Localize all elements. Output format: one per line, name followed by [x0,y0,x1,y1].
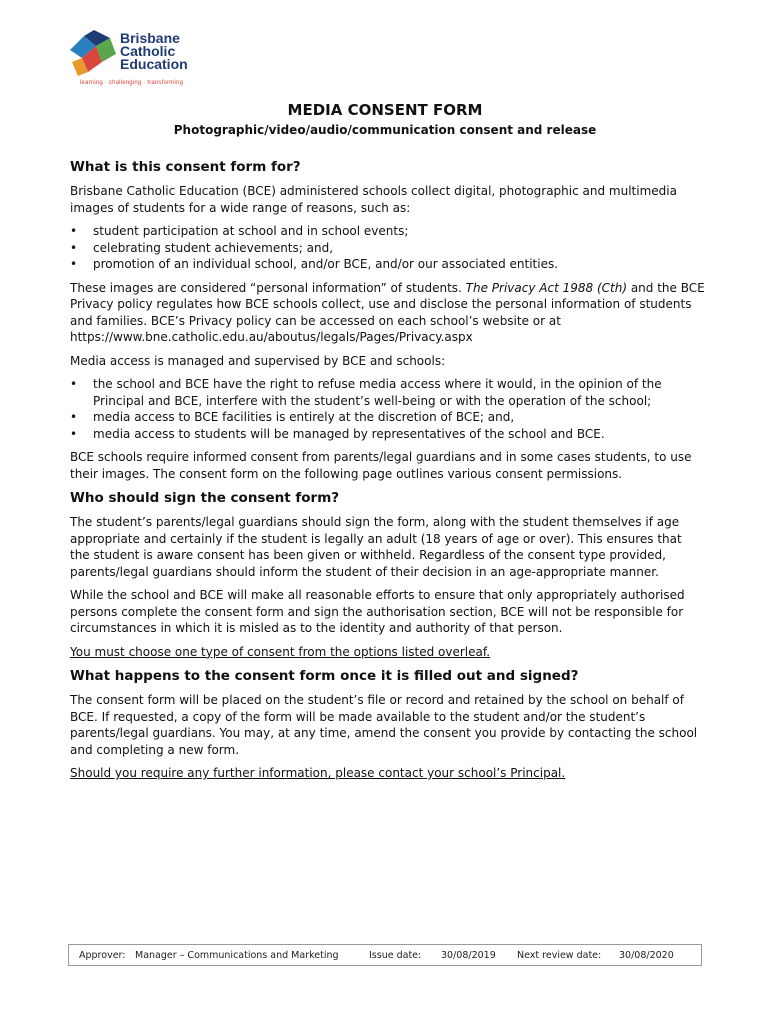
media-access-intro: Media access is managed and supervised by BCE and schools: [70,353,446,368]
document-subtitle: Photographic/video/audio/communication consent and release [173,123,597,137]
privacy-act-reference: The Privacy Act 1988 (Cth) [465,280,628,295]
logo-tagline: learning · challenging · transforming [80,80,184,86]
document-body [70,158,705,789]
logo-line-2: Catholic [120,43,176,59]
after-signing-paragraph: The consent form will be placed on the student’s file or record and retained by the school on behalf of BCE. If requested, a copy of the form will be made available to the student and/or the student’s parents/legal guardians. You may, at any time, amend the consent you provide by contacting the school and completing a new form. [70,693,698,757]
review-date-value: 30/08/2020 [619,950,674,961]
list-item: • media access to BCE facilities is entirely at the discretion of BCE; and, [93,409,705,426]
approver-label: Approver: [79,950,126,961]
bce-logo-mark [66,28,122,78]
list-item: • student participation at school and in school events; [93,223,705,240]
list-item: • the school and BCE have the right to refuse media access where it would, in the opinion of the Principal and BCE, interfere with the student’s well-being or with the operation of the school; [93,376,705,409]
bce-logo [66,28,216,92]
purpose-list [70,223,705,273]
document-footer [68,944,702,966]
who-signs-paragraph: The student’s parents/legal guardians should sign the form, along with the student themselves if age appropriate and certainly if the student is legally an adult (18 years of age or over). This ensures that the student is aware consent has been given or withheld. Regardless of the consent type provided, parents/legal guardians should inform the student of their decision in an age-appropriate manner. [70,515,682,579]
privacy-text-end: and the BCE Privacy policy regulates how BCE schools collect, use and disclose the personal information of students and families. BCE’s Privacy policy can be accessed on each school’s website or at https://www.bne.catholic.edu.au/aboutus/legals/Pages/Privacy.aspx [70,280,705,344]
document-title: MEDIA CONSENT FORM [287,101,483,119]
issue-date-label: Issue date: [369,950,422,961]
responsibility-paragraph: While the school and BCE will make all reasonable efforts to ensure that only appropriately authorised persons complete the consent form and sign the authorisation section, BCE will not be responsible for circumstances in which it is misled as to the identity and authority of that person. [70,588,685,635]
consent-choice-notice: You must choose one type of consent from the options listed overleaf. [70,644,491,659]
issue-date-value: 30/08/2019 [441,950,496,961]
logo-wordmark [120,32,188,71]
list-item: • promotion of an individual school, and/or BCE, and/or our associated entities. [93,256,705,273]
logo-line-1: Brisbane [120,30,180,46]
media-access-list [70,376,705,442]
logo-line-3: Education [120,56,188,72]
purpose-intro: Brisbane Catholic Education (BCE) administered schools collect digital, photographic and multimedia images of students for a wide range of reasons, such as: [70,184,677,215]
list-item: • media access to students will be managed by representatives of the school and BCE. [93,426,705,443]
section-heading-who-signs: Who should sign the consent form? [70,490,340,506]
section-heading-purpose: What is this consent form for? [70,159,301,175]
privacy-paragraph [70,280,705,346]
informed-consent-paragraph: BCE schools require informed consent from parents/legal guardians and in some cases students, to use their images. The consent form on the following page outlines various consent permissions. [70,450,692,481]
approver-value: Manager – Communications and Marketing [135,950,339,961]
contact-principal-notice: Should you require any further information, please contact your school’s Principal. [70,766,566,780]
privacy-text-start: These images are considered “personal information” of students. [70,280,466,295]
section-heading-after-signing: What happens to the consent form once it is filled out and signed? [70,668,579,684]
list-item: • celebrating student achievements; and, [93,240,705,257]
review-date-label: Next review date: [517,950,602,961]
